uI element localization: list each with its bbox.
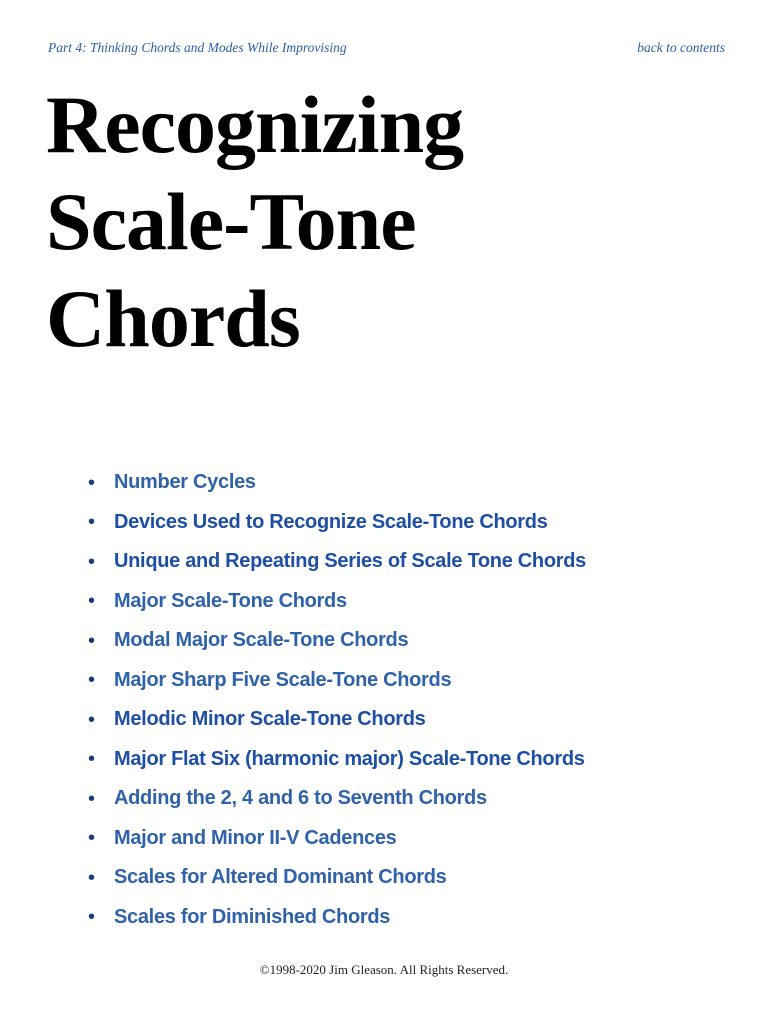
list-item xyxy=(88,779,586,819)
bullet-icon: • xyxy=(88,866,96,889)
list-item xyxy=(88,503,586,543)
toc-link-unique-repeating[interactable]: Unique and Repeating Series of Scale Tone Chords xyxy=(114,550,586,573)
list-item xyxy=(88,740,586,780)
list-item xyxy=(88,700,586,740)
toc-link-adding-2-4-6[interactable]: Adding the 2, 4 and 6 to Seventh Chords xyxy=(114,787,487,810)
table-of-contents xyxy=(88,463,586,937)
list-item xyxy=(88,463,586,503)
page-title-line: Chords xyxy=(46,273,300,364)
list-item xyxy=(88,858,586,898)
list-item xyxy=(88,621,586,661)
bullet-icon: • xyxy=(88,748,96,771)
bullet-icon: • xyxy=(88,787,96,810)
page-title-line: Scale-Tone xyxy=(46,176,416,267)
toc-link-devices[interactable]: Devices Used to Recognize Scale-Tone Chords xyxy=(114,510,548,533)
bullet-icon: • xyxy=(88,511,96,534)
list-item xyxy=(88,661,586,701)
toc-link-major-scale-tone[interactable]: Major Scale-Tone Chords xyxy=(114,589,347,612)
bullet-icon: • xyxy=(88,906,96,929)
back-to-contents-link[interactable]: back to contents xyxy=(637,40,725,55)
bullet-icon: • xyxy=(88,590,96,613)
toc-link-melodic-minor[interactable]: Melodic Minor Scale-Tone Chords xyxy=(114,708,426,731)
toc-link-major-flat-six[interactable]: Major Flat Six (harmonic major) Scale-Tone Chords xyxy=(114,747,585,770)
page-title-line: Recognizing xyxy=(46,79,464,170)
toc-link-modal-major[interactable]: Modal Major Scale-Tone Chords xyxy=(114,629,409,652)
part-label: Part 4: Thinking Chords and Modes While Improvising xyxy=(48,40,347,55)
bullet-icon: • xyxy=(88,708,96,731)
toc-link-number-cycles[interactable]: Number Cycles xyxy=(114,471,256,494)
bullet-icon: • xyxy=(88,669,96,692)
toc-link-altered-dominant[interactable]: Scales for Altered Dominant Chords xyxy=(114,866,447,889)
copyright-footer: ©1998-2020 Jim Gleason. All Rights Reserved. xyxy=(259,962,509,977)
list-item xyxy=(88,542,586,582)
toc-link-major-sharp-five[interactable]: Major Sharp Five Scale-Tone Chords xyxy=(114,668,452,691)
toc-link-diminished[interactable]: Scales for Diminished Chords xyxy=(114,905,391,928)
bullet-icon: • xyxy=(88,550,96,573)
list-item xyxy=(88,582,586,622)
top-bar xyxy=(48,40,725,60)
page-title xyxy=(46,76,463,367)
bullet-icon: • xyxy=(88,629,96,652)
bullet-icon: • xyxy=(88,471,96,494)
bullet-icon: • xyxy=(88,827,96,850)
list-item xyxy=(88,898,586,938)
list-item xyxy=(88,819,586,859)
toc-link-ii-v-cadences[interactable]: Major and Minor II-V Cadences xyxy=(114,826,397,849)
